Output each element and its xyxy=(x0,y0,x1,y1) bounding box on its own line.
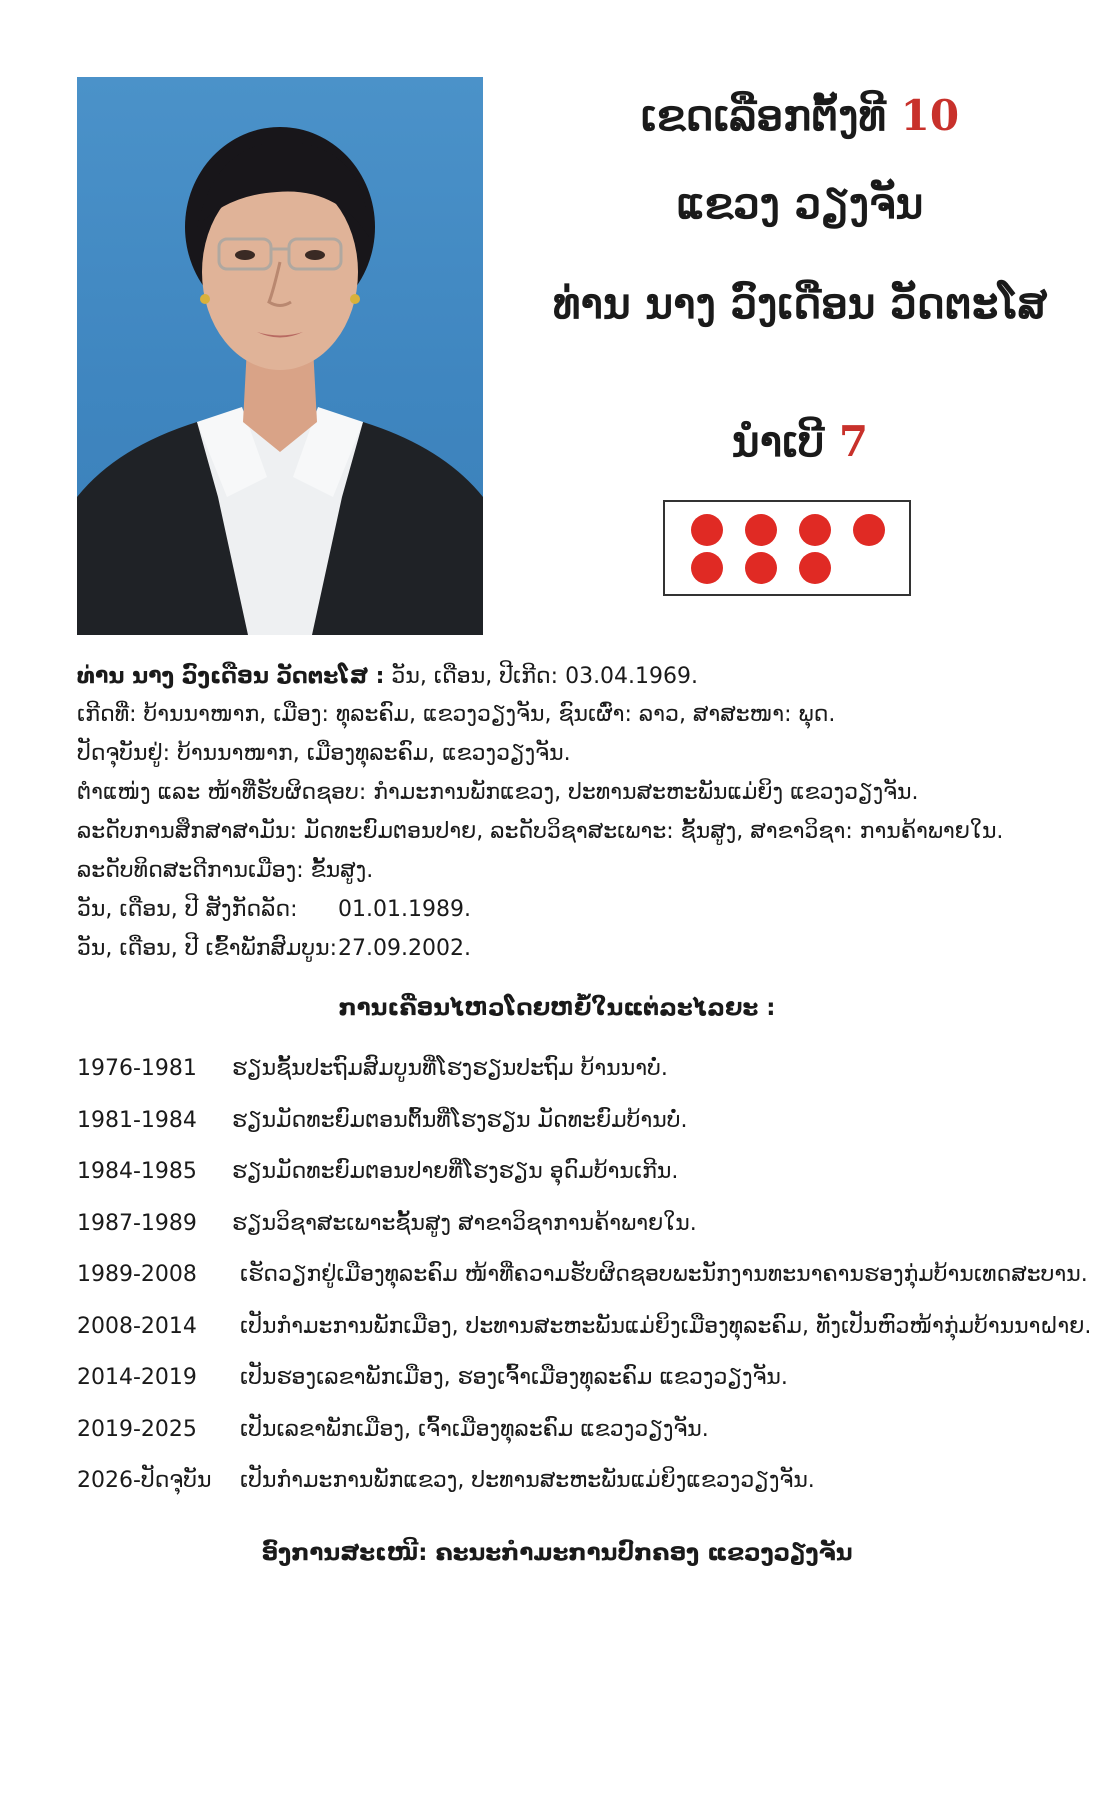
ballot-number-box xyxy=(663,500,911,596)
bio-revolution-label: ວັນ, ເດືອນ, ປີ ສັງກັດລັດ: xyxy=(77,897,298,922)
ballot-dot xyxy=(691,552,723,584)
history-year: 2014-2019 xyxy=(77,1365,197,1390)
ballot-dot xyxy=(745,552,777,584)
history-description: ຮຽນມັດທະຍົມຕອນຕົ້ນທີ່ໂຮງຮຽນ ມັດທະຍົມບ້ານບໍ່. xyxy=(232,1108,688,1133)
ballot-dot xyxy=(799,514,831,546)
history-year: 1981-1984 xyxy=(77,1108,197,1133)
history-description: ເປັນກໍາມະການພັກເມືອງ, ປະທານສະຫະພັນແມ່ຍິງເມືອງທຸລະຄົມ, ທັງເປັນຫົວໜ້າກຸ່ມບ້ານນາຝາຍ. xyxy=(240,1314,1092,1339)
bio-party-date: 27.09.2002. xyxy=(338,936,471,961)
ballot-dot xyxy=(853,514,885,546)
history-year: 1984-1985 xyxy=(77,1159,197,1184)
history-year: 2008-2014 xyxy=(77,1314,197,1339)
history-title: ການເຄື່ອນໄຫວໂດຍຫຍໍ້ໃນແຕ່ລະໄລຍະ : xyxy=(338,995,776,1021)
history-description: ເປັນຮອງເລຂາພັກເມືອງ, ຮອງເຈົ້າເມືອງທຸລະຄົມ ແຂວງວຽງຈັນ. xyxy=(240,1365,788,1390)
ballot-dot xyxy=(745,514,777,546)
history-description: ຮຽນວິຊາສະເພາະຊັ້ນສູງ ສາຂາວິຊາການຄ້າພາຍໃນ. xyxy=(232,1211,697,1236)
history-description: ຮຽນຊັ້ນປະຖົມສົມບູນທີ່ໂຮງຮຽນປະຖົມ ບ້ານນາບໍ່. xyxy=(232,1056,668,1081)
portrait-illustration xyxy=(77,77,483,635)
candidate-number-title: ນໍາເບີ 7 xyxy=(731,417,869,466)
province-title: ແຂວງ ວຽງຈັນ xyxy=(676,179,924,228)
bio-birth-line: ທ່ານ ນາງ ວົງເດືອນ ວັດຕະໂສ : ວັນ, ເດືອນ, ປີເກີດ: 03.04.1969. xyxy=(77,664,699,689)
history-year: 2019-2025 xyxy=(77,1417,197,1442)
bio-education-line: ລະດັບການສຶກສາສາມັນ: ມັດທະຍົມຕອນປາຍ, ລະດັບວິຊາສະເພາະ: ຊັ້ນສູງ, ສາຂາວິຊາ: ການຄ້າພາຍໃນ. xyxy=(77,819,1004,844)
bio-residence-line: ປັດຈຸບັນຢູ່: ບ້ານນາໜາກ, ເມືອງທຸລະຄົມ, ແຂວງວຽງຈັນ. xyxy=(77,741,571,766)
bio-birthplace-line: ເກີດທີ່: ບ້ານນາໜາກ, ເມືອງ: ທຸລະຄົມ, ແຂວງວຽງຈັນ, ຊົນເຜົ່າ: ລາວ, ສາສະໜາ: ພຸດ. xyxy=(77,702,836,727)
history-year: 2026-ປັດຈຸບັນ xyxy=(77,1468,212,1493)
history-year: 1976-1981 xyxy=(77,1056,197,1081)
history-description: ເປັນເລຂາພັກເມືອງ, ເຈົ້າເມືອງທຸລະຄົມ ແຂວງວຽງຈັນ. xyxy=(240,1417,709,1442)
bio-position-line: ຕໍາແໜ່ງ ແລະ ໜ້າທີ່ຮັບຜິດຊອບ: ກໍາມະການພັກແຂວງ, ປະທານສະຫະພັນແມ່ຍິງ ແຂວງວຽງຈັນ. xyxy=(77,780,919,805)
ballot-dot xyxy=(799,552,831,584)
bio-party-label: ວັນ, ເດືອນ, ປີ ເຂົ້າພັກສົມບູນ: xyxy=(77,936,338,961)
history-year: 1987-1989 xyxy=(77,1211,197,1236)
bio-revolution-date: 01.01.1989. xyxy=(338,897,471,922)
candidate-photo xyxy=(77,77,483,635)
history-description: ເປັນກໍາມະການພັກແຂວງ, ປະທານສະຫະພັນແມ່ຍິງແຂວງວຽງຈັນ. xyxy=(240,1468,815,1493)
history-description: ເຮັດວຽກຢູ່ເມືອງທຸລະຄົມ ໜ້າທີ່ຄວາມຮັບຜິດຊອບພະນັກງານທະນາຄານຮອງກຸ່ມບ້ານເທດສະບານ. xyxy=(240,1262,1088,1287)
bio-politics-line: ລະດັບທິດສະດີການເມືອງ: ຂັ້ນສູງ. xyxy=(77,858,374,883)
constituency-title: ເຂດເລືອກຕັ້ງທີ 10 xyxy=(640,91,960,140)
candidate-name-title: ທ່ານ ນາງ ວົງເດືອນ ວັດຕະໂສ xyxy=(552,279,1048,328)
proposer-line: ອົງການສະເໜີ: ຄະນະກໍາມະການປົກຄອງ ແຂວງວຽງຈັນ xyxy=(261,1540,853,1566)
history-year: 1989-2008 xyxy=(77,1262,197,1287)
ballot-dot xyxy=(691,514,723,546)
history-description: ຮຽນມັດທະຍົມຕອນປາຍທີ່ໂຮງຮຽນ ອຸດົມບ້ານເກີນ. xyxy=(232,1159,679,1184)
